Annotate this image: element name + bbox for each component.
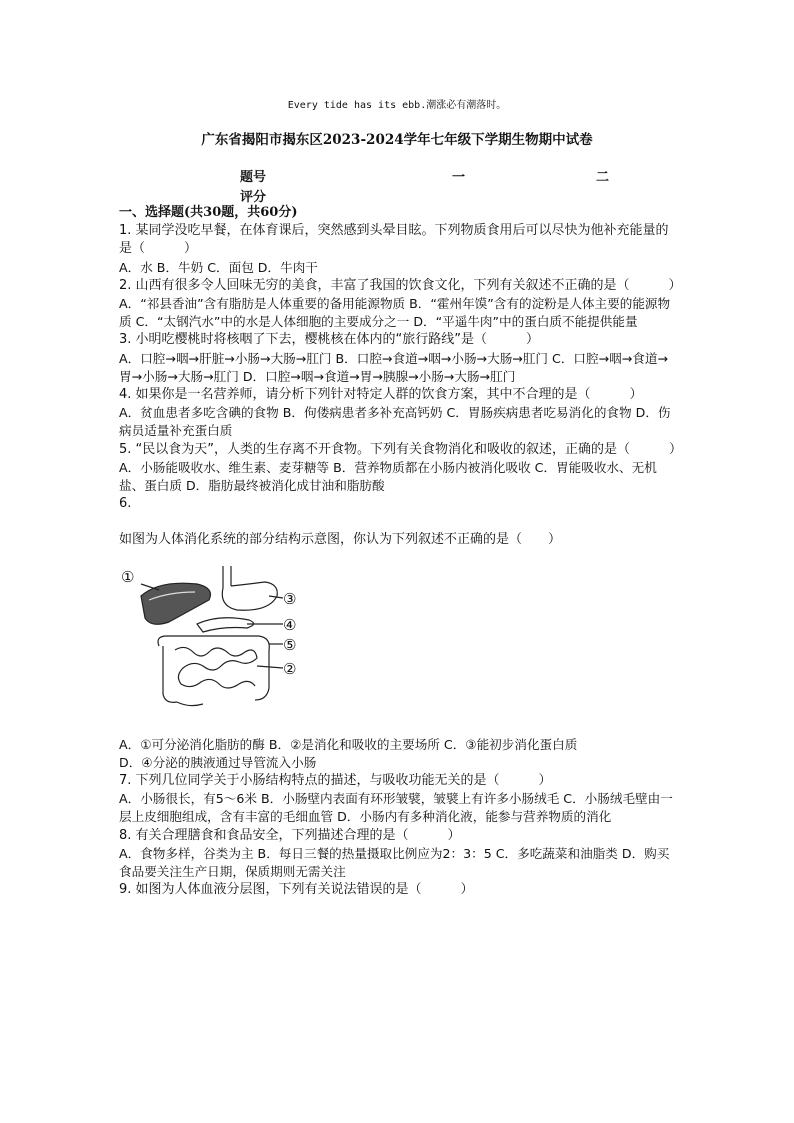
question-7-options: A．小肠很长，有5～6米 B．小肠壁内表面有环形皱襞，皱襞上有许多小肠绒毛 C．小肠绒毛壁由一层上皮细胞组成，含有丰富的毛细血管 D．小肠内有多种消化液，能参与营养物质的消化 [119, 791, 673, 825]
score-header-label: 题号 [240, 170, 267, 185]
question-3-stem: 3. 小明吃樱桃时将核咽了下去，樱桃核在体内的“旅行路线”是（ ） [119, 332, 540, 348]
score-table [240, 166, 640, 206]
question-4-options: A．贫血患者多吃含碘的食物 B．佝偻病患者多补充高钙奶 C．胃肠疾病患者吃易消化的食物 D．伤病员适量补充蛋白质 [119, 405, 671, 439]
pointer-2 [257, 666, 283, 668]
question-list [119, 204, 683, 899]
question-5-options: A．小肠能吸收水、维生素、麦芽糖等 B．营养物质都在小肠内被消化吸收 C．胃能吸收水、无机盐、蛋白质 D．脂肪最终被消化成甘油和脂肪酸 [119, 459, 657, 494]
score-header-part2: 二 [596, 170, 610, 185]
digestive-system-figure [119, 566, 309, 716]
rectum-shape [177, 702, 203, 706]
question-2-options: A．“祁县香油”含有脂肪是人体重要的备用能源物质 B．“霍州年馍”含有的淀粉是人体主要的能源物质 C．“太钢汽水”中的水是人体细胞的主要成分之一 D．“平遥牛肉”中的蛋白质不能提供能量 [119, 296, 671, 330]
question-6-stem: 如图为人体消化系统的部分结构示意图，你认为下列叙述不正确的是（ ） [119, 532, 562, 548]
esophagus-shape [223, 566, 231, 588]
liver-shape [141, 583, 211, 624]
question-1-stem: 1. 某同学没吃早餐，在体育课后，突然感到头晕目眩。下列物质食用后可以尽快为他补充能量的是（ ） [119, 223, 669, 257]
question-2-stem: 2. 山西有很多令人回味无穷的美食，丰富了我国的饮食文化，下列有关叙述不正确的是（ ） [119, 277, 682, 293]
digestive-system-drawing [119, 566, 309, 716]
question-9-stem: 9. 如图为人体血液分层图，下列有关说法错误的是（ ） [119, 882, 474, 898]
question-6-number: 6. [119, 496, 132, 512]
exam-title: 广东省揭阳市揭东区2023-2024学年七年级下学期生物期中试卷 [201, 132, 593, 148]
question-5-stem: 5. “民以食为天”，人类的生存离不开食物。下列有关食物消化和吸收的叙述，正确的是（ ） [119, 441, 683, 457]
question-1-options: A．水 B．牛奶 C．面包 D．牛肉干 [119, 259, 318, 275]
large-intestine-shape [158, 636, 269, 702]
question-6-options-line1: A．①可分泌消化脂肪的酶 B．②是消化和吸收的主要场所 C．③能初步消化蛋白质 [119, 736, 578, 752]
score-header-part1: 一 [452, 170, 466, 185]
question-6-options-line2: D．④分泌的胰液通过导管流入小肠 [119, 754, 317, 770]
figure-label-2: ② [283, 659, 297, 678]
question-8-stem: 8. 有关合理膳食和食品安全，下列描述合理的是（ ） [119, 827, 461, 843]
figure-label-3: ③ [283, 589, 297, 608]
figure-label-1: ① [121, 567, 135, 586]
spacer [119, 513, 679, 531]
question-7-stem: 7. 下列几位同学关于小肠结构特点的描述，与吸收功能无关的是（ ） [119, 773, 552, 789]
score-row-score [240, 186, 640, 206]
score-row-header [240, 166, 640, 186]
score-label: 评分 [240, 190, 267, 205]
motto: Every tide has its ebb.潮涨必有潮落时。 [287, 100, 507, 111]
figure-label-5: ⑤ [283, 635, 297, 654]
pancreas-shape [197, 617, 254, 631]
question-4-stem: 4. 如果你是一名营养师，请分析下列针对特定人群的饮食方案，其中不合理的是（ ） [119, 387, 643, 403]
figure-label-4: ④ [283, 615, 297, 634]
section-heading: 一、选择题(共30题，共60分) [119, 205, 298, 220]
small-intestine-shape [175, 647, 257, 688]
question-3-options: A．口腔→咽→肝脏→小肠→大肠→肛门 B．口腔→食道→咽→小肠→大肠→肛门 C．口腔→咽→食道→胃→小肠→大肠→肛门 D．口腔→咽→食道→胃→胰腺→小肠→大肠→肛门 [119, 350, 669, 384]
question-8-options: A．食物多样，谷类为主 B．每日三餐的热量摄取比例应为2：3：5 C．多吃蔬菜和油脂类 D．购买食品要关注生产日期，保质期则无需关注 [119, 845, 670, 880]
